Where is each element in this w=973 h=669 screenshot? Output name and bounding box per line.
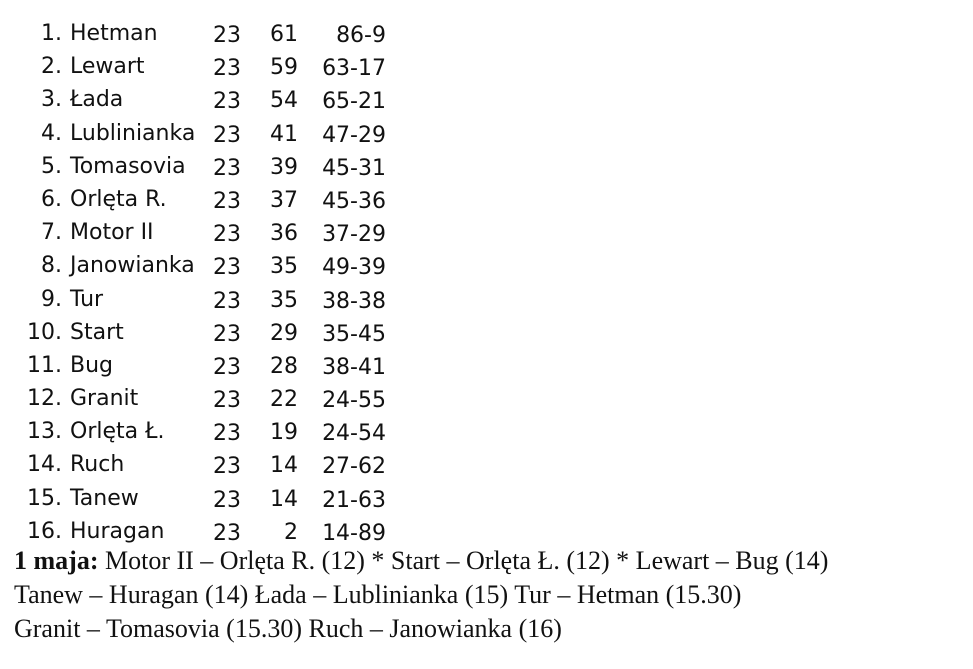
table-row bbox=[0, 448, 400, 481]
points: 19 bbox=[270, 420, 298, 446]
matches-played: 23 bbox=[213, 155, 241, 181]
points: 59 bbox=[270, 55, 298, 81]
fixtures-text: Motor II – Orlęta R. (12) * Start – Orlęta Ł. (12) * Lewart – Bug (14) bbox=[98, 546, 829, 575]
table-row bbox=[0, 83, 400, 116]
matches-played: 23 bbox=[213, 222, 241, 248]
fixtures-paragraph bbox=[14, 544, 969, 646]
position: 6. bbox=[41, 186, 62, 212]
goal-ratio: 47-29 bbox=[322, 122, 386, 148]
table-row bbox=[0, 17, 400, 50]
goal-ratio: 49-39 bbox=[322, 255, 386, 281]
position: 11. bbox=[27, 352, 62, 378]
goal-ratio: 27-62 bbox=[322, 454, 386, 480]
team-name: Tanew bbox=[70, 485, 139, 511]
points: 35 bbox=[270, 254, 298, 280]
points: 35 bbox=[270, 287, 298, 313]
position: 3. bbox=[41, 87, 62, 113]
team-name: Lewart bbox=[70, 54, 145, 80]
points: 36 bbox=[270, 221, 298, 247]
table-row bbox=[0, 283, 400, 316]
matches-played: 23 bbox=[213, 255, 241, 281]
goal-ratio: 24-54 bbox=[322, 421, 386, 447]
matches-played: 23 bbox=[213, 288, 241, 314]
points: 2 bbox=[284, 519, 298, 545]
table-row bbox=[0, 382, 400, 415]
matches-played: 23 bbox=[213, 56, 241, 82]
team-name: Orlęta Ł. bbox=[70, 419, 165, 445]
position: 15. bbox=[27, 485, 62, 511]
position: 14. bbox=[27, 452, 62, 478]
matches-played: 23 bbox=[213, 354, 241, 380]
position: 10. bbox=[27, 319, 62, 345]
team-name: Start bbox=[70, 319, 124, 345]
matches-played: 23 bbox=[213, 388, 241, 414]
table-row bbox=[0, 183, 400, 216]
points: 39 bbox=[270, 154, 298, 180]
team-name: Łada bbox=[70, 87, 124, 113]
points: 14 bbox=[270, 453, 298, 479]
position: 2. bbox=[41, 54, 62, 80]
matches-played: 23 bbox=[213, 520, 241, 546]
matches-played: 23 bbox=[213, 321, 241, 347]
points: 41 bbox=[270, 121, 298, 147]
table-row bbox=[0, 482, 400, 515]
position: 5. bbox=[41, 153, 62, 179]
goal-ratio: 45-36 bbox=[322, 188, 386, 214]
points: 29 bbox=[270, 320, 298, 346]
position: 16. bbox=[27, 518, 62, 544]
goal-ratio: 38-41 bbox=[322, 354, 386, 380]
points: 28 bbox=[270, 353, 298, 379]
team-name: Orlęta R. bbox=[70, 186, 167, 212]
position: 12. bbox=[27, 386, 62, 412]
points: 61 bbox=[270, 22, 298, 47]
goal-ratio: 37-29 bbox=[322, 222, 386, 248]
table-row bbox=[0, 415, 400, 448]
table-row bbox=[0, 50, 400, 83]
goal-ratio: 63-17 bbox=[322, 56, 386, 82]
points: 37 bbox=[270, 187, 298, 213]
position: 7. bbox=[41, 220, 62, 246]
matches-played: 23 bbox=[213, 188, 241, 214]
matches-played: 23 bbox=[213, 421, 241, 447]
team-name: Ruch bbox=[70, 452, 125, 478]
team-name: Bug bbox=[70, 352, 114, 378]
team-name: Janowianka bbox=[70, 253, 195, 279]
matches-played: 23 bbox=[213, 89, 241, 115]
goal-ratio: 21-63 bbox=[322, 487, 386, 513]
points: 14 bbox=[270, 486, 298, 512]
team-name: Tomasovia bbox=[70, 153, 186, 179]
points: 54 bbox=[270, 88, 298, 114]
team-name: Hetman bbox=[70, 21, 158, 46]
position: 4. bbox=[41, 120, 62, 146]
table-row bbox=[0, 249, 400, 282]
goal-ratio: 45-31 bbox=[322, 155, 386, 181]
position: 8. bbox=[41, 253, 62, 279]
goal-ratio: 24-55 bbox=[322, 388, 386, 414]
fixtures-line: Tanew – Huragan (14) Łada – Lublinianka (15) Tur – Hetman (15.30) bbox=[14, 580, 742, 609]
points: 22 bbox=[270, 387, 298, 413]
team-name: Lublinianka bbox=[70, 120, 196, 146]
matches-played: 23 bbox=[213, 122, 241, 148]
goal-ratio: 65-21 bbox=[322, 89, 386, 115]
table-row bbox=[0, 117, 400, 150]
matches-played: 23 bbox=[213, 454, 241, 480]
fixtures-date-label: 1 maja: bbox=[14, 546, 99, 575]
goal-ratio: 86-9 bbox=[336, 23, 386, 48]
table-row bbox=[0, 216, 400, 249]
standings-table bbox=[0, 17, 400, 548]
goal-ratio: 38-38 bbox=[322, 288, 386, 314]
table-row bbox=[0, 349, 400, 382]
goal-ratio: 35-45 bbox=[322, 321, 386, 347]
team-name: Tur bbox=[70, 286, 104, 312]
table-row bbox=[0, 316, 400, 349]
position: 13. bbox=[27, 419, 62, 445]
team-name: Huragan bbox=[70, 518, 165, 544]
matches-played: 23 bbox=[213, 23, 241, 48]
table-row bbox=[0, 150, 400, 183]
goal-ratio: 14-89 bbox=[322, 520, 386, 546]
position: 1. bbox=[41, 21, 62, 46]
fixtures-line bbox=[14, 544, 969, 578]
team-name: Granit bbox=[70, 386, 139, 412]
team-name: Motor II bbox=[70, 220, 154, 246]
matches-played: 23 bbox=[213, 487, 241, 513]
fixtures-line: Granit – Tomasovia (15.30) Ruch – Janowianka (16) bbox=[14, 614, 562, 643]
position: 9. bbox=[41, 286, 62, 312]
